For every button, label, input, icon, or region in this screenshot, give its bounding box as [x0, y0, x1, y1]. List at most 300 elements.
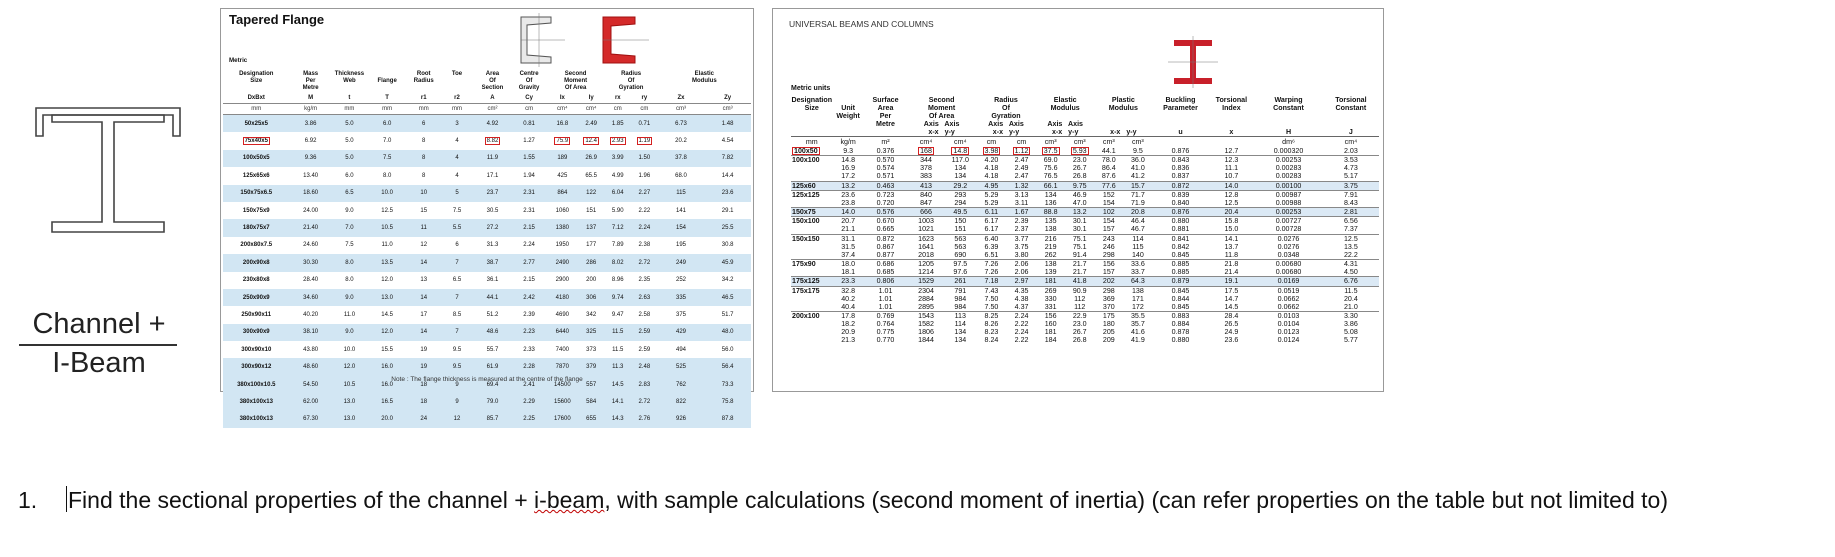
designation-cell: 125x65x6: [242, 172, 270, 179]
tapered-symbol-cell: r2: [454, 94, 460, 101]
table-cell: 20.7: [833, 217, 864, 226]
table-cell: 4.37: [1014, 302, 1029, 311]
table-cell: 1806: [918, 328, 934, 337]
table-cell: 7.82: [704, 150, 751, 167]
table-cell: 3.86: [290, 115, 332, 133]
table-cell: 5.0: [332, 115, 367, 133]
table-cell: 20.4: [1209, 208, 1255, 217]
table-cell: 49.5: [945, 208, 976, 217]
table-cell: 378: [920, 164, 932, 173]
table-cell: 46.7: [1130, 225, 1145, 234]
table-cell: 6.92: [304, 138, 317, 145]
table-cell: 46.5: [704, 289, 751, 306]
table-cell: 18.2: [841, 320, 856, 329]
table-row: [791, 277, 1379, 286]
table-cell: 18.0: [833, 260, 864, 269]
table-cell: 0.686: [864, 260, 908, 269]
tapered-unit-cell: cm³: [658, 104, 705, 115]
table-cell: 56.0: [721, 346, 734, 353]
table-cell: 0.0104: [1277, 320, 1300, 329]
designation-cell: 150x75: [791, 208, 833, 217]
universal-unit-cell: cm⁴: [1323, 137, 1379, 148]
universal-table-body: [791, 147, 1379, 345]
hdr-web: Thickness Web: [334, 71, 365, 84]
table-cell: 6.17: [984, 225, 999, 234]
table-row: [223, 185, 751, 202]
table-row: [223, 341, 751, 358]
table-cell: 0.806: [864, 277, 908, 286]
table-cell: 9.3: [843, 147, 854, 155]
tapered-flange-title: Tapered Flange: [229, 12, 325, 27]
table-cell: 0.685: [876, 268, 895, 277]
universal-unit-cell: cm: [1007, 137, 1036, 148]
table-row: [791, 320, 1379, 328]
table-cell: 1.01: [878, 302, 893, 311]
table-cell: [604, 132, 631, 149]
table-row: [223, 324, 751, 341]
table-cell: 4.50: [1343, 268, 1358, 277]
table-cell: 86.4: [1101, 164, 1116, 173]
table-cell: 5.77: [1343, 336, 1358, 345]
table-row: [791, 260, 1379, 269]
table-cell: 75.1: [1065, 234, 1094, 243]
designation-cell: [791, 164, 833, 172]
table-cell: 23.6: [704, 185, 751, 202]
universal-unit-cell: [1209, 137, 1255, 148]
designation-cell: [791, 303, 833, 312]
table-cell: 0.00680: [1275, 268, 1302, 277]
table-cell: 1.94: [523, 172, 535, 179]
designation-cell: [791, 328, 833, 336]
table-cell: 12.7: [1224, 147, 1239, 155]
table-cell: 4.35: [1007, 286, 1036, 295]
table-cell: 33.6: [1123, 260, 1152, 269]
table-cell: 0.0169: [1254, 277, 1323, 286]
table-cell: 16.8: [547, 115, 578, 133]
table-cell: 205: [1102, 328, 1115, 337]
table-cell: 584: [578, 393, 605, 410]
table-cell: 23.7: [474, 185, 512, 202]
table-cell: 6.11: [976, 208, 1007, 217]
table-cell: 4180: [547, 289, 578, 306]
table-cell: 375: [675, 311, 686, 318]
table-cell: 425: [557, 172, 568, 179]
designation-cell: [791, 295, 833, 303]
table-cell: 14.4: [721, 172, 734, 179]
highlighted-value: 75.9: [556, 138, 569, 145]
table-cell: 30.5: [486, 207, 499, 214]
table-cell: 40.20: [303, 311, 319, 318]
table-cell: 2.22: [1014, 320, 1029, 329]
table-cell: 23.6: [1224, 336, 1239, 345]
universal-unit-cell: cm³: [1036, 137, 1065, 148]
table-cell: 0.840: [1171, 198, 1190, 207]
table-cell: 14.5: [1224, 302, 1239, 311]
table-cell: 16.5: [367, 393, 407, 410]
table-cell: 7.5: [452, 207, 462, 214]
table-cell: 139: [1044, 268, 1057, 277]
hdr-centre: Centre Of Gravity: [518, 71, 540, 91]
table-cell: 2.97: [1007, 277, 1036, 286]
table-cell: 180: [1102, 320, 1115, 329]
table-cell: 22.9: [1065, 311, 1094, 320]
designation-cell: [791, 199, 833, 208]
table-cell: 12.5: [381, 207, 393, 214]
universal-unit-cell: cm⁴: [907, 137, 944, 148]
table-row: [223, 167, 751, 184]
hdr-flange: Flange: [377, 78, 397, 84]
table-cell: 114: [1123, 234, 1152, 243]
table-cell: 16.0: [367, 358, 407, 375]
table-cell: 62.00: [290, 393, 332, 410]
table-cell: 43.80: [303, 346, 319, 353]
table-cell: 14.7: [1224, 294, 1239, 303]
table-cell: 12.0: [332, 358, 367, 375]
table-cell: 2.39: [523, 311, 535, 318]
table-cell: 8.0: [332, 254, 367, 271]
table-row: [791, 208, 1379, 217]
table-cell: 2.47: [1014, 172, 1029, 181]
universal-unit-cell: [1152, 137, 1208, 148]
highlighted-value: 2.93: [611, 138, 624, 145]
table-cell: 2.58: [638, 311, 651, 318]
table-cell: 8.24: [984, 336, 999, 345]
designation-cell: [791, 336, 833, 344]
table-cell: 0.880: [1152, 217, 1208, 226]
table-cell: 20.4: [1343, 294, 1358, 303]
designation-cell: 380x100x13: [223, 411, 290, 428]
table-cell: 216: [1036, 234, 1065, 243]
tapered-unit-cell: mm: [223, 104, 290, 115]
table-cell: [1036, 147, 1065, 156]
tapered-unit-cell: cm⁴: [547, 104, 578, 115]
table-cell: 0.876: [1152, 208, 1208, 217]
table-cell: 10.0: [343, 346, 356, 353]
table-cell: [945, 147, 976, 156]
table-cell: 2.83: [631, 376, 658, 393]
table-cell: 0.0519: [1254, 286, 1323, 295]
ub-hdr-warping: Warping Constant H: [1273, 96, 1304, 136]
table-cell: 6: [407, 115, 440, 133]
highlighted-value: 100x50: [794, 147, 818, 155]
table-cell: 2.15: [511, 219, 546, 236]
table-cell: 55.7: [486, 346, 499, 353]
table-cell: 0.0276: [1254, 234, 1323, 243]
table-cell: 0.884: [1171, 320, 1190, 329]
table-cell: 8.02: [604, 254, 631, 271]
tapered-symbol-cell: Zx: [677, 94, 685, 101]
table-cell: 20.9: [841, 328, 856, 337]
table-cell: 7.43: [976, 286, 1007, 295]
table-cell: 2900: [555, 277, 570, 284]
table-cell: 0.0662: [1277, 294, 1300, 303]
tapered-symbol-cell: t: [348, 94, 351, 101]
designation-cell: 200x80x7.5: [240, 242, 273, 249]
table-cell: 3.11: [1014, 198, 1029, 207]
table-cell: 10: [407, 185, 440, 202]
table-cell: 7.26: [976, 260, 1007, 269]
table-cell: 2.28: [511, 358, 546, 375]
table-cell: 298: [1102, 250, 1115, 259]
table-cell: 38.10: [290, 324, 332, 341]
table-cell: 20.0: [367, 411, 407, 428]
table-cell: 2.38: [638, 242, 651, 249]
table-row: [791, 225, 1379, 234]
table-cell: 9.5: [1132, 147, 1143, 155]
table-cell: 0.836: [1171, 164, 1190, 173]
table-cell: 7.18: [976, 277, 1007, 286]
table-cell: 78.0: [1094, 156, 1123, 165]
table-cell: 2.49: [1014, 164, 1029, 173]
table-row: [791, 243, 1379, 251]
table-cell: 1.01: [878, 294, 893, 303]
table-cell: 4.18: [984, 164, 999, 173]
question-text-start: Find the sectional properties of the channel +: [68, 487, 535, 513]
table-cell: 0.837: [1171, 172, 1190, 181]
table-cell: 36.0: [1123, 156, 1152, 165]
table-cell: 0.881: [1171, 225, 1190, 234]
table-cell: 11: [407, 219, 440, 236]
table-cell: 11.0: [343, 311, 356, 318]
table-cell: 2.48: [631, 358, 658, 375]
table-cell: 64.3: [1123, 277, 1152, 286]
universal-title: UNIVERSAL BEAMS AND COLUMNS: [789, 19, 934, 29]
table-cell: 3.53: [1323, 156, 1379, 165]
table-cell: 2.39: [1007, 217, 1036, 226]
table-cell: 1529: [907, 277, 944, 286]
table-cell: 0.841: [1152, 234, 1208, 243]
table-cell: 5.5: [440, 219, 473, 236]
table-cell: 184: [1044, 336, 1057, 345]
designation-cell: 380x100x10.5: [223, 376, 290, 393]
table-cell: 112: [1074, 302, 1086, 311]
table-cell: 494: [675, 346, 686, 353]
table-cell: 2.22: [1014, 336, 1029, 345]
table-cell: 9.0: [332, 324, 367, 341]
universal-beams-table-image: [772, 8, 1384, 392]
table-cell: 0.574: [876, 164, 895, 173]
table-cell: 8.96: [611, 277, 624, 284]
table-cell: 13.7: [1224, 242, 1239, 251]
table-cell: 29.2: [945, 181, 976, 190]
tapered-flange-table-image: [220, 8, 754, 423]
spellcheck-flagged-word[interactable]: i-beam: [534, 487, 605, 513]
table-cell: 17: [420, 311, 428, 318]
table-cell: 6.73: [658, 115, 705, 133]
table-cell: 0.376: [876, 147, 895, 155]
table-cell: 76.5: [1043, 172, 1058, 181]
table-cell: 0.883: [1152, 311, 1208, 320]
table-cell: 154: [658, 219, 705, 236]
table-cell: 18: [407, 393, 440, 410]
table-cell: 2304: [907, 286, 944, 295]
tapered-symbol-cell: r1: [420, 94, 427, 101]
table-cell: 21.4: [1224, 268, 1239, 277]
table-cell: 1.01: [864, 286, 908, 295]
table-cell: 134: [954, 336, 967, 345]
table-cell: 0.00988: [1275, 198, 1302, 207]
table-cell: 75.1: [1072, 242, 1087, 251]
table-cell: 17.8: [833, 311, 864, 320]
table-cell: 1.27: [523, 138, 535, 145]
table-cell: 2.03: [1343, 147, 1358, 155]
table-cell: 11.8: [1224, 250, 1239, 259]
table-cell: 65.5: [585, 172, 597, 179]
table-cell: 16.9: [841, 164, 856, 173]
table-cell: 40.2: [841, 294, 856, 303]
table-cell: 0.0103: [1254, 311, 1323, 320]
table-cell: 9.36: [290, 150, 332, 167]
designation-cell: 150x75x6.5: [223, 185, 290, 202]
table-row: [791, 251, 1379, 260]
table-cell: 0.71: [631, 115, 658, 133]
table-cell: 15.7: [1123, 181, 1152, 190]
table-cell: 0.00680: [1254, 260, 1323, 269]
table-cell: 243: [1094, 234, 1123, 243]
table-cell: 23.0: [1072, 320, 1087, 329]
table-cell: 87.6: [1101, 172, 1116, 181]
table-cell: 926: [658, 411, 705, 428]
designation-cell: 250x90x9: [223, 289, 290, 306]
table-cell: 0.843: [1152, 156, 1208, 165]
highlighted-value: 5.93: [1072, 147, 1087, 155]
table-row: [791, 234, 1379, 243]
table-cell: 984: [954, 302, 967, 311]
table-cell: 31.5: [841, 242, 856, 251]
table-cell: 14: [407, 254, 440, 271]
table-cell: 847: [920, 198, 932, 207]
table-cell: 3.77: [1007, 234, 1036, 243]
tapered-unit-cell: mm: [332, 104, 367, 115]
table-cell: 25.5: [704, 219, 751, 236]
tapered-symbol-cell: Ix: [559, 94, 565, 101]
designation-cell: 100x50x5: [223, 150, 290, 167]
table-cell: 2018: [918, 250, 934, 259]
table-cell: 141: [675, 207, 686, 214]
table-cell: 11.5: [604, 324, 631, 341]
table-cell: 0.867: [876, 242, 895, 251]
table-cell: 2490: [547, 254, 578, 271]
table-cell: 335: [658, 289, 705, 306]
table-cell: 0.00728: [1275, 225, 1302, 234]
tapered-unit-cell: cm: [511, 104, 546, 115]
table-cell: 984: [954, 294, 967, 303]
table-cell: 252: [675, 277, 686, 284]
table-cell: 112: [1074, 294, 1086, 303]
table-cell: [1065, 147, 1094, 156]
table-cell: [976, 147, 1007, 156]
highlighted-value: 3.98: [984, 147, 999, 155]
table-cell: 8.23: [984, 328, 999, 337]
table-cell: 6: [455, 242, 459, 249]
table-cell: 5.0: [332, 150, 367, 167]
table-row: [223, 115, 751, 133]
table-cell: 3.30: [1323, 311, 1379, 320]
table-cell: 2895: [918, 302, 934, 311]
table-cell: 24.60: [303, 242, 319, 249]
table-row: [791, 156, 1379, 165]
table-row: [791, 181, 1379, 190]
table-cell: 14.1: [604, 393, 631, 410]
table-cell: 3.86: [1343, 320, 1358, 329]
table-cell: 44.1: [474, 289, 512, 306]
table-row: [791, 199, 1379, 208]
designation-cell: [791, 172, 833, 181]
table-cell: 6.5: [452, 277, 462, 284]
table-row: [223, 306, 751, 323]
table-cell: 9.75: [1065, 181, 1094, 190]
table-cell: 9.5: [440, 358, 473, 375]
channel-ibeam-sketch: [30, 96, 190, 246]
question-text[interactable]: [66, 482, 1826, 519]
table-cell: 136: [1044, 198, 1057, 207]
table-cell: 8.5: [452, 311, 462, 318]
table-cell: 19: [407, 358, 440, 375]
table-cell: 369: [1102, 294, 1115, 303]
table-cell: 4.95: [976, 181, 1007, 190]
universal-header-row: [791, 96, 1379, 137]
table-cell: 30.1: [1072, 225, 1087, 234]
table-cell: 822: [658, 393, 705, 410]
table-cell: 2.33: [523, 346, 535, 353]
table-cell: 0.845: [1152, 286, 1208, 295]
table-cell: 24.9: [1224, 328, 1239, 337]
table-cell: 138: [1123, 286, 1152, 295]
table-cell: 68.0: [675, 172, 687, 179]
table-cell: 7.89: [611, 242, 624, 249]
universal-unit-cell: m²: [864, 137, 908, 148]
ub-hdr-weight: Unit Weight: [836, 104, 860, 120]
table-cell: 36.1: [486, 277, 499, 284]
table-cell: 23.8: [841, 198, 856, 207]
ub-hdr-buckling: Buckling Parameter u: [1163, 96, 1198, 136]
designation-cell: 125x60: [791, 181, 833, 190]
tapered-unit-cell: cm³: [704, 104, 751, 115]
universal-unit-cell: cm³: [1065, 137, 1094, 148]
table-cell: 8.0: [382, 172, 392, 179]
question-number: 1.: [18, 487, 38, 513]
table-cell: 9.0: [345, 207, 354, 214]
table-cell: 97.5: [945, 260, 976, 269]
table-cell: 7.0: [332, 219, 367, 236]
highlighted-value: 8.82: [486, 138, 499, 145]
table-cell: 71.7: [1123, 190, 1152, 199]
table-cell: 0.463: [864, 181, 908, 190]
table-cell: 31.3: [486, 242, 499, 249]
designation-cell: 150x75x9: [242, 207, 270, 214]
table-cell: 8.26: [984, 320, 999, 329]
universal-unit-cell: kg/m: [833, 137, 864, 148]
hdr-toe: Toe: [451, 71, 463, 77]
hdr-area: Area Of Section: [481, 71, 504, 91]
table-cell: 7.0: [382, 138, 392, 145]
table-cell: 1.67: [1007, 208, 1036, 217]
table-cell: 261: [945, 277, 976, 286]
table-cell: 181: [1044, 328, 1057, 337]
table-cell: 6.39: [984, 242, 999, 251]
universal-unit-cell: mm: [791, 137, 833, 148]
tapered-symbol-cell: Zy: [724, 94, 732, 101]
table-cell: 298: [1094, 286, 1123, 295]
table-cell: 4690: [555, 311, 570, 318]
table-cell: 16.0: [367, 376, 407, 393]
table-cell: 48.0: [704, 324, 751, 341]
universal-beams-table: [791, 96, 1379, 345]
table-cell: 0.876: [1171, 147, 1190, 155]
table-cell: 29.1: [721, 207, 734, 214]
table-cell: 19.1: [1209, 277, 1255, 286]
table-cell: 2.22: [638, 207, 651, 214]
